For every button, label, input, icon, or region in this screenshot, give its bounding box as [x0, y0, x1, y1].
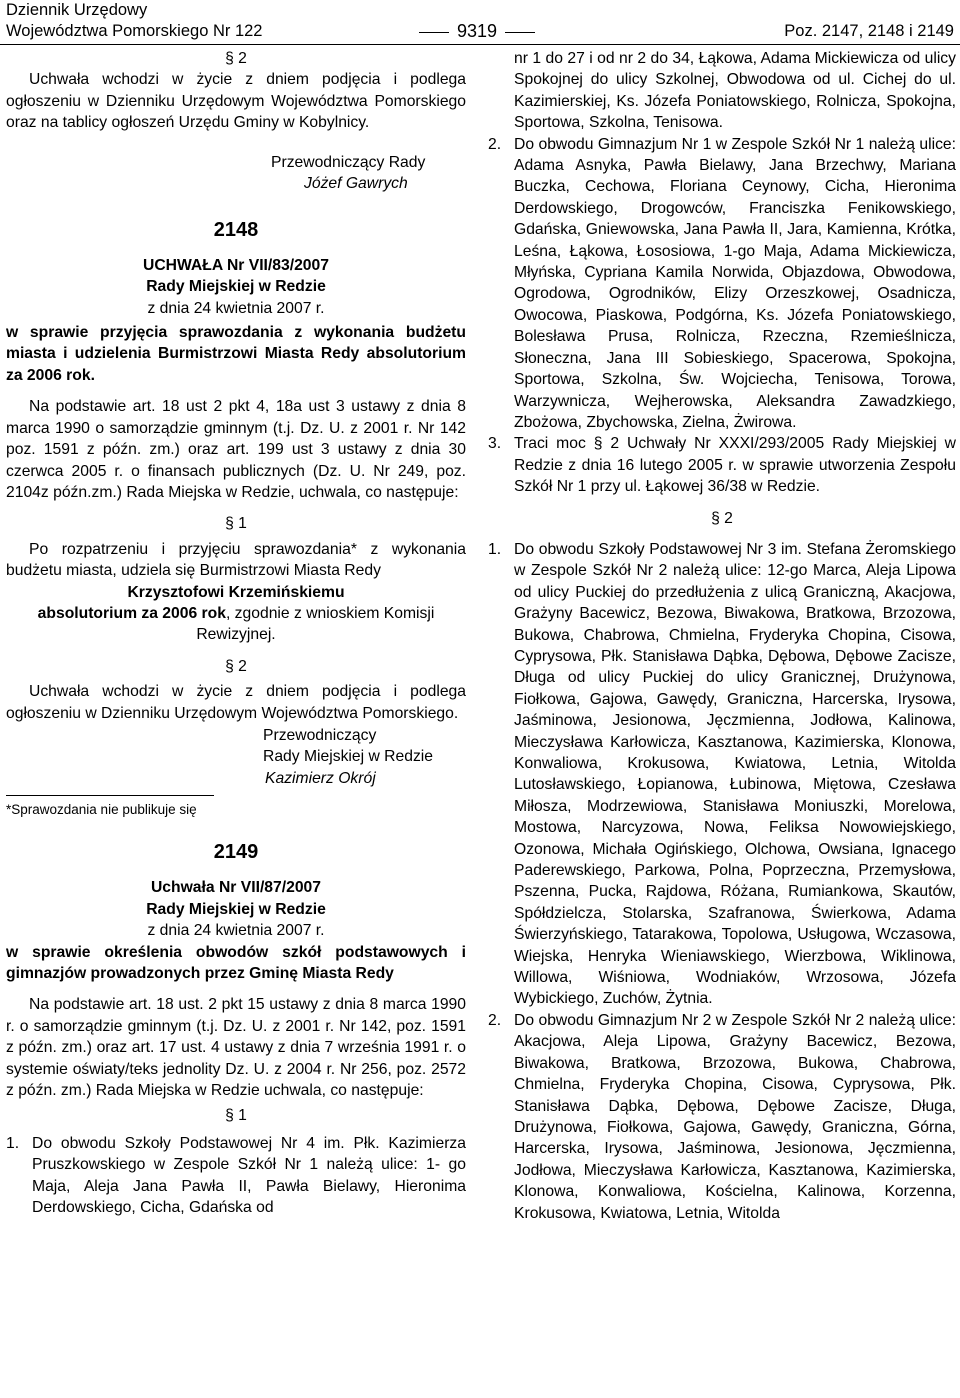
- resolution-2149-date: z dnia 24 kwietnia 2007 r.: [147, 922, 325, 940]
- resolution-2149-p1-item-2: [488, 134, 956, 434]
- list-item-text: Do obwodu Szkoły Podstawowej Nr 3 im. Stefana Żeromskiego w Zespole Szkół Nr 2 należą ulice: 12-go Marca, Aleja Lipowa od ulicy Puckiej do przedłużenia z ulicą Graniczną, Akacjowa, Grażyny Bacewicz, Bezowa, Biwakowa, Bratkowa, Brzozowa, Bukowa, Chabrowa, Chmielna, Fryderyka Chopina, Cisowa, Cyprysowa, Płk. Stanisława Dąbka, Dębowa, Dębowe Zacisze, Długa od ulicy Puckiej do ulicy Granicznej, Drużynowa, Fiołkowa, Gajowa, Gawędy, Graniczna, Harcerska, Irysowa, Jaśminowa, Jesionowa, Jęczmienna, Jodłowa, Kalinowa, Mieczysława Karłowicza, Kasztanowa, Kazimierska, Klonowa, Konwaliowa, Krokusowa, Kwiatowa, Letnia, Witolda Lutosławskiego, Łopianowa, Łubinowa, Miętowa, Czesława Miłosza, Modrzewiowa, Stanisława Moniuszki, Morelowa, Mostowa, Narcyzowa, Nowa, Feliksa Nowowiejskiego, Ozonowa, Michała Ogińskiego, Olchowa, Owsiana, Ignacego Paderewskiego, Parkowa, Polna, Poprzeczna, Przemysłowa, Pszenna, Pucka, Rajdowa, Różana, Rumiankowa, Skautów, Spółdzielcza, Stolarska, Szafranowa, Świerkowa, Adama Świerzyńskiego, Tatarakowa, Topolowa, Usługowa, Wczasowa, Wiejska, Henryka Wieniawskiego, Wierzbowa, Wiklinowa, Willowa, Wiśniowa, Wodniaków, Wrzosowa, Józefa Wybickiego, Zuchów, Żytnia.: [514, 540, 956, 1008]
- signature-2147-role: Przewodniczący Rady: [271, 153, 426, 171]
- signature-2148-name: Kazimierz Okrój: [265, 769, 376, 787]
- footnote-rule: [6, 795, 214, 796]
- list-item-number: 1.: [6, 1134, 20, 1152]
- list-item-number: 1.: [488, 540, 502, 558]
- resolution-2148-p1-rest: , zgodnie z wnioskiem Komisji Rewizyjnej.: [196, 604, 435, 644]
- list-item-number: 2.: [488, 1011, 502, 1029]
- resolution-2148-preamble: Na podstawie art. 18 ust 2 pkt 4, 18a ust 3 ustawy z dnia 8 marca 1990 o samorządzie gminnym (t.j. Dz. U. z 2001 r. Nr 142 poz. 1591 z późn. zm.) oraz art. 199 ust 3 ustawy z dnia 30 czerwca 2005 r. o finansach publicznych (Dz. U. Nr 249, poz. 2104z późn.zm.) Rada Miejska w Redzie, uchwala, co następuje:: [6, 398, 466, 501]
- page-header: [0, 0, 960, 46]
- signature-2148-body: Rady Miejskiej w Redzie: [263, 748, 434, 766]
- resolution-2149-p1-symbol: § 1: [225, 1107, 247, 1125]
- resolution-2148-p1-line1: Po rozpatrzeniu i przyjęciu sprawozdania* z wykonania budżetu miasta, udziela się Burmistrzowi Miasta Redy: [6, 540, 466, 580]
- list-item-text: Do obwodu Gimnazjum Nr 2 w Zespole Szkół Nr 2 należą ulice: Akacjowa, Aleja Lipowa, Grażyny Bacewicz, Bezowa, Biwakowa, Bratkowa, Brzozowa, Bukowa, Chabrowa, Chmielna, Fryderyka Chopina, Cisowa, Cyprysowa, Płk. Stanisława Dąbka, Dębowa, Dębowe Zacisze, Długa, Drużynowa, Fiołkowa, Gajowa, Gawędy, Graniczna, Górna, Harcerska, Irysowa, Jaśminowa, Jesionowa, Jęczmienna, Jodłowa, Mieczysława Karłowicza, Kasztanowa, Kazimierska, Klonowa, Konwaliowa, Kościelna, Kalinowa, Korzenna, Krokusowa, Kwiatowa, Letnia, Witolda: [514, 1011, 956, 1222]
- resolution-2148-body: Rady Miejskiej w Redzie: [146, 278, 326, 296]
- journal-title: [6, 0, 262, 42]
- section-2147-p2-symbol: § 2: [225, 50, 247, 67]
- resolution-2148-title: UCHWAŁA Nr VII/83/2007: [143, 256, 329, 274]
- positions-label: Poz. 2147, 2148 i 2149: [784, 22, 954, 40]
- resolution-2148-p2-symbol: § 2: [225, 657, 247, 675]
- resolution-2148-date: z dnia 24 kwietnia 2007 r.: [147, 299, 325, 317]
- resolution-2148-p1-absolutorium: [6, 603, 466, 646]
- list-item-number: 2.: [488, 135, 502, 153]
- resolution-2149-p1-item-3: [488, 433, 956, 497]
- header-rule: [0, 44, 960, 45]
- page-number-value: 9319: [457, 21, 498, 41]
- footnote-block: [6, 795, 214, 820]
- journal-title-line1: Dziennik Urzędowy: [6, 1, 148, 19]
- list-item-number: 3.: [488, 435, 502, 453]
- footnote-text: *Sprawozdania nie publikuje się: [6, 801, 197, 817]
- resolution-2149-preamble: Na podstawie art. 18 ust. 2 pkt 15 ustawy z dnia 8 marca 1990 r. o samorządzie gminnym (t.j. Dz. U. z 2001 r. Nr 142, poz. 1591 z późn. zm.) oraz art. 17 ust. 4 ustawy z dnia 7 września 1991 r. o systemie oświaty/teks jednolity Dz. U. z 2004 r. Nr 256, poz. 2572 z późn. zm.) Rada Miejska w Redzie uchwala, co następuje:: [6, 996, 466, 1100]
- resolution-2148-p2-text: Uchwała wchodzi w życie z dniem podjęcia i podlega ogłoszeniu w Dzienniku Urzędowym Województwa Pomorskiego.: [6, 683, 466, 722]
- signature-2148: [263, 725, 433, 789]
- resolution-2149-title: Uchwała Nr VII/87/2007: [150, 879, 322, 897]
- item-1-continuation: nr 1 do 27 i od nr 2 do 34, Łąkowa, Adama Mickiewicza od ulicy Spokojnej do ulicy Szkolnej, Obwodowa od ul. Cichej do ul. Kazimierskiej, Ks. Józefa Poniatowskiego, Rolnicza, Spokojna, Sportowa, Szkolna, Tenisowa.: [514, 50, 956, 132]
- resolution-2148-subject: w sprawie przyjęcia sprawozdania z wykonania budżetu miasta i udzielenia Burmistrzowi Miasta Redy absolutorium za 2006 rok.: [6, 324, 466, 384]
- position-2149-number: 2149: [213, 840, 259, 863]
- signature-2148-role: Przewodniczący: [263, 726, 377, 744]
- resolution-2149-p2-item-2: [488, 1010, 956, 1224]
- signature-2148-block: [6, 724, 466, 834]
- list-item-text: Do obwodu Gimnazjum Nr 1 w Zespole Szkół Nr 1 należą ulice: Adama Asnyka, Pawła Bielawy, Jana Brzechwy, Mariana Buczka, Cechowa, Floriana Ceynowy, Cicha, Hieronima Derdowskiego, Drogowców, Franciszka Fenikowskiego, Gdańska, Gniewowska, Jana Pawła II, Jara, Kamienna, Krótka, Leśna, Łąkowa, Łososiowa, 1-go Maja, Adama Mickiewicza, Młyńska, Cypriana Kamila Norwida, Objazdowa, Obwodowa, Ogrodowa, Ogrodników, Elizy Orzeszkowej, Osadnicza, Owocowa, Piaskowa, Podgórna, Ks. Józefa Poniatowskiego, Bolesława Prusa, Rolnicza, Rzeczna, Rzemieślnicza, Słoneczna, Jana III Sobieskiego, Spacerowa, Spokojna, Sportowa, Szkolna, Św. Wojciecha, Tenisowa, Torowa, Warzywnicza, Wejherowska, Aleksandra Zawadzkiego, Zbożowa, Zbychowska, Zielna, Żwirowa.: [514, 135, 956, 431]
- resolution-2148-p1-recipient: Krzysztofowi Krzemińskiemu: [127, 583, 345, 601]
- list-item-text: Traci moc § 2 Uchwały Nr XXXI/293/2005 Rady Miejskiej w Redzie z dnia 16 lutego 2005 r. w sprawie utworzenia Zespołu Szkół Nr 1 przy ul. Łąkowej 36/38 w Redzie.: [514, 435, 956, 496]
- resolution-2149-p1-item-1: [6, 1133, 466, 1219]
- resolution-2148-p1-symbol: § 1: [225, 515, 247, 533]
- page-number-dash-left: [419, 32, 449, 33]
- resolution-2149-body: Rady Miejskiej w Redzie: [146, 900, 326, 918]
- resolution-2149-p2-item-1: [488, 539, 956, 1010]
- page-number: [411, 21, 543, 42]
- resolution-2149-p2-symbol: § 2: [711, 509, 733, 527]
- resolution-2148-p1-text: [6, 539, 466, 582]
- list-item-text: Do obwodu Szkoły Podstawowej Nr 4 im. Płk. Kazimierza Pruszkowskiego w Zespole Szkół Nr 1 należą ulice: 1- go Maja, Aleja Jana Pawła II, Pawła Bielawy, Hieronima Derdowskiego, Cicha, Gdańska od: [32, 1134, 466, 1217]
- position-2148-number: 2148: [213, 219, 259, 242]
- signature-2147-name: Jóżef Gawrych: [304, 175, 408, 193]
- section-2147-p2-text: Uchwała wchodzi w życie z dniem podjęcia i podlega ogłoszeniu w Dzienniku Urzędowym Województwa Pomorskiego oraz na tablicy ogłoszeń Urzędu Gminy w Kobylnicy.: [6, 71, 466, 132]
- resolution-2148-p1-abs: absolutorium za 2006 rok: [37, 604, 226, 622]
- left-column: [6, 48, 466, 1218]
- journal-title-line2: Województwa Pomorskiego Nr 122: [6, 22, 263, 40]
- resolution-2149-subject: w sprawie określenia obwodów szkół podstawowych i gimnazjów prowadzonych przez Gminę Miasta Redy: [6, 943, 466, 982]
- page-number-dash-right: [505, 32, 535, 33]
- right-column: [488, 48, 956, 1224]
